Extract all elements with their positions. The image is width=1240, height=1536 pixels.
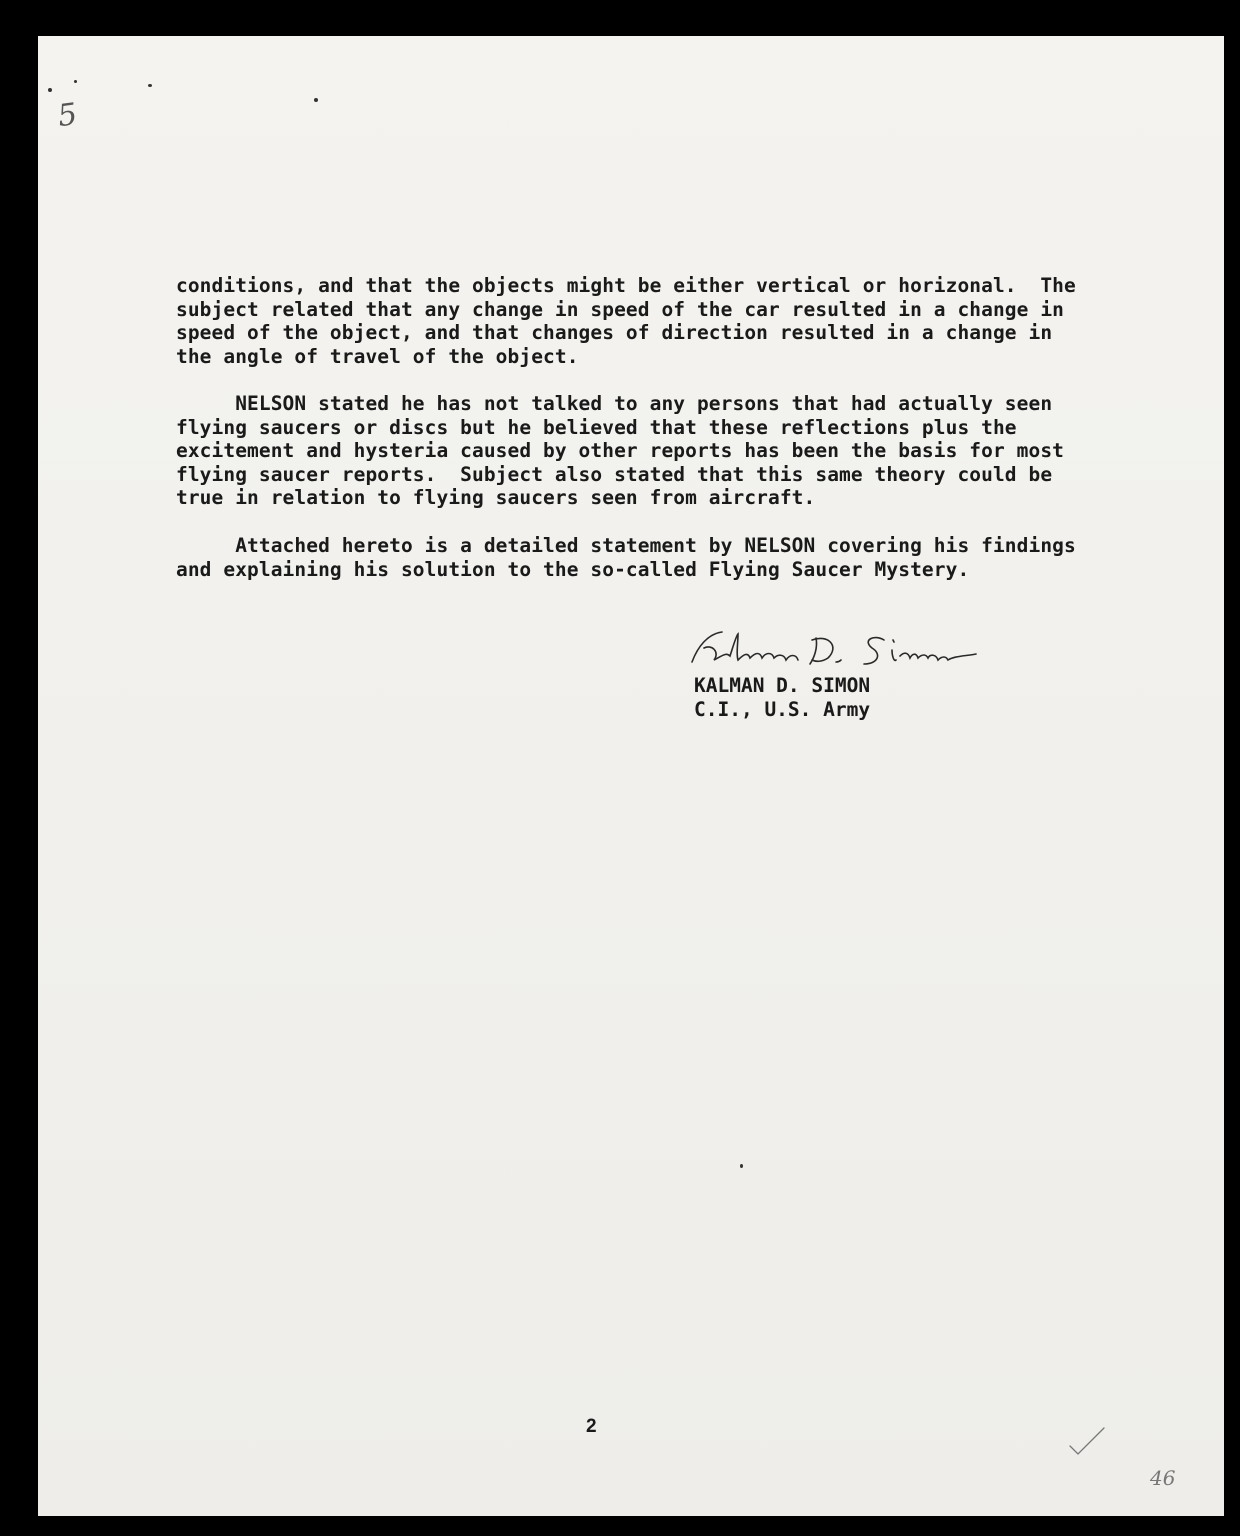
page-number: 2: [586, 1416, 597, 1437]
corner-mark: 46: [1150, 1466, 1176, 1490]
paragraph-3: Attached hereto is a detailed statement by NELSON covering his findings and explaining his solution to the so-called Flying Saucer Mystery.: [176, 534, 1076, 581]
margin-mark: 5: [55, 96, 80, 135]
speck: [74, 80, 77, 83]
check-mark-icon: [1068, 1424, 1108, 1456]
signer-name: KALMAN D. SIMON: [694, 674, 871, 697]
speck: [148, 84, 152, 87]
speck: [740, 1164, 743, 1168]
signer-title: C.I., U.S. Army: [694, 698, 871, 721]
paragraph-1: conditions, and that the objects might be either vertical or horizonal. The subject related that any change in speed of the car resulted in a change in speed of the object, and that changes of direction resulted in a change in the angle of travel of the object.: [176, 274, 1076, 368]
document-page: [38, 36, 1224, 1516]
paragraph-2: NELSON stated he has not talked to any persons that had actually seen flying saucers or discs but he believed that these reflections plus the excitement and hysteria caused by other reports has been the basis for most flying saucer reports. Subject also stated that this same theory could be true in relation to flying saucers seen from aircraft.: [176, 392, 1064, 509]
handwritten-signature: [678, 626, 1008, 674]
speck: [314, 98, 318, 102]
speck: [48, 88, 52, 92]
signature-block: [678, 626, 1008, 721]
